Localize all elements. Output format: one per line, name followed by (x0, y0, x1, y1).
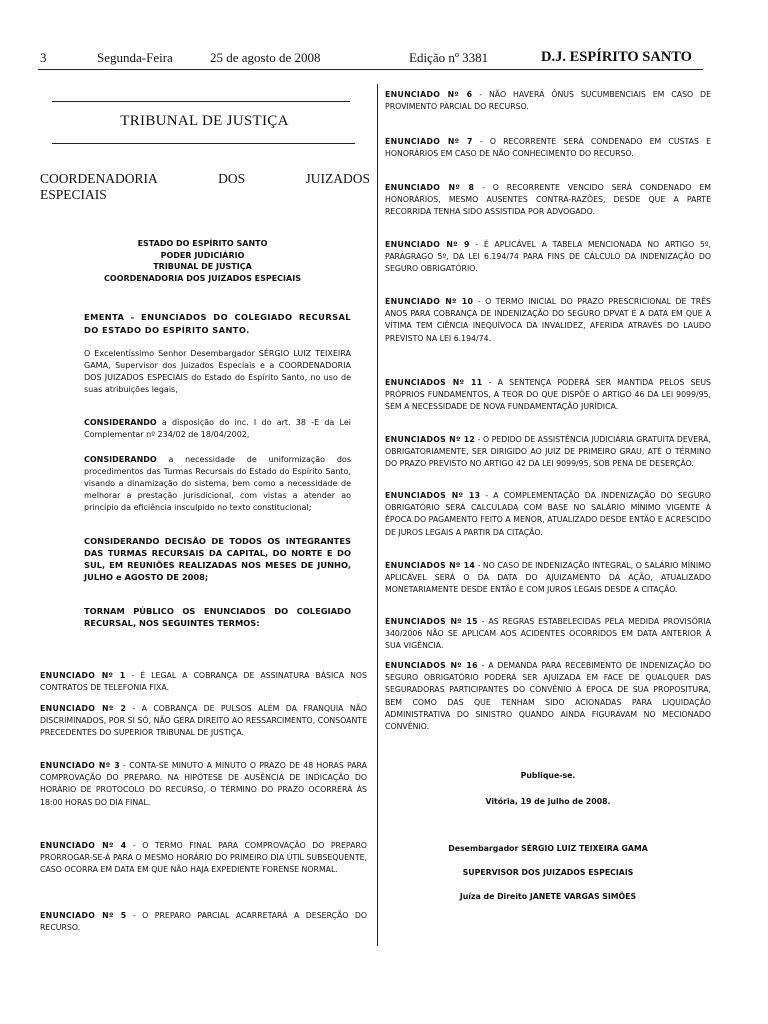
enunciado-10 (385, 296, 711, 345)
ementa: EMENTA - ENUNCIADOS DO COLEGIADO RECURSAL DO ESTADO DO ESPÍRITO SANTO. (84, 312, 351, 335)
enunciado-11 (385, 377, 711, 414)
enunciado-label: ENUNCIADOS Nº 11 (385, 378, 483, 387)
enunciado-text: - AS REGRAS ESTABELECIDAS PELA MEDIDA PROVISÓRIA 340/2006 NÃO SE APLICAM AOS ACIDENTES OCORRIDOS EM DATA ANTERIOR À SUA VIGÊNCIA. (385, 617, 711, 651)
section-title (40, 171, 370, 203)
org-line: COORDENADORIA DOS JUIZADOS ESPECIAIS (104, 273, 301, 283)
enunciado-label: ENUNCIADO Nº 3 (40, 761, 120, 770)
considerando-3: CONSIDERANDO DECISÃO DE TODOS OS INTEGRANTES DAS TURMAS RECURSAIS DA CAPITAL, DO NORTE E DO SUL, EM REUNIÕES REALIZADAS NOS MESES DE JUNHO, JULHO e AGOSTO DE 2008; (84, 536, 351, 582)
column-divider (377, 84, 378, 946)
enunciado-15 (385, 616, 711, 653)
enunciado-text: - O TERMO FINAL PARA COMPROVAÇÃO DO PREPARO PRORROGAR-SE-Á PARA O MESMO HORÁRIO DO PRIMEIRO DIA ÚTIL SUBSEQUENTE, CASO OCORRA EM DATA EM QUE NÃO HAJA EXPEDIENTE FORENSE NORMAL. (40, 841, 367, 875)
judge-name: JANETE VARGAS SIMÕES (529, 892, 637, 901)
enunciado-4 (40, 840, 367, 877)
header-edition: Edição nº 3381 (409, 50, 489, 65)
enunciado-text: - O PREPARO PARCIAL ACARRETARÁ A DESERÇÃO DO RECURSO. (40, 911, 367, 933)
considerando-lead: CONSIDERANDO (84, 455, 157, 464)
enunciado-text: - A SENTENÇA PODERÁ SER MANTIDA PELOS SEUS PRÓPRIOS FUNDAMENTOS, A TEOR DO QUE DISPÕE O ARTIGO 46 DA LEI 9099/95, SEM A NECESSIDADE DE NOVA FUNDAMENTAÇÃO JURÍDICA. (385, 378, 711, 412)
enunciado-label: ENUNCIADO Nº 4 (40, 841, 127, 850)
org-line: TRIBUNAL DE JUSTIÇA (153, 262, 252, 271)
enunciado-16 (385, 660, 711, 733)
signatory-name: SÉRGIO LUIZ TEIXEIRA GAMA (521, 844, 648, 853)
enunciado-6 (385, 89, 711, 113)
signatory-title: Desembargador (448, 844, 522, 853)
enunciado-text: - NÃO HAVERÁ ÔNUS SUCUMBENCIAIS EM CASO DE PROVIMENTO PARCIAL DO RECURSO. (385, 90, 711, 112)
judge (385, 891, 711, 903)
page-header (0, 50, 768, 70)
enunciado-text: - A COMPLEMENTAÇÃO DA INDENIZAÇÃO DO SEGURO OBRIGATÓRIO SERÁ CALCULADA COM BASE NO SALÁRIO MÍNIMO VIGENTE À ÉPOCA DO PAGAMENTO FEITO A MENOR, ATUALIZADO DESDE ENTÃO E ACRESCIDO DE JUROS LEGAIS A PARTIR DA CITAÇÃO. (385, 491, 711, 537)
considerando-text: a disposição do inc. I do art. 38 -E da Lei Complementar nº 234/02 de 18/04/2002, (84, 418, 351, 439)
enunciado-label: ENUNCIADO Nº 10 (385, 297, 474, 306)
considerando-2 (84, 454, 351, 514)
enunciado-text: - É LEGAL A COBRANÇA DE ASSINATURA BÁSICA NOS CONTRATOS DE TELEFONIA FIXA. (40, 671, 367, 693)
enunciado-text: - É APLICÁVEL A TABELA MENCIONADA NO ARTIGO 5º, PARÁGRAGO 5º, DA LEI 6.194/74 PARA FINS DE CÁLCULO DA INDENIZAÇÃO DO SEGURO OBRIGATÓRIO. (385, 240, 711, 274)
org-line: PODER JUDICIÁRIO (160, 250, 245, 260)
place-date: Vitória, 19 de julho de 2008. (485, 797, 611, 806)
enunciado-label: ENUNCIADOS Nº 13 (385, 491, 481, 500)
enunciado-label: ENUNCIADOS Nº 14 (385, 561, 476, 570)
enunciado-14 (385, 560, 711, 597)
enunciado-label: ENUNCIADO Nº 2 (40, 704, 127, 713)
considerando-lead: CONSIDERANDO (84, 418, 157, 427)
publication-title: D.J. ESPÍRITO SANTO (541, 49, 692, 65)
intro-paragraph: O Excelentíssimo Senhor Desembargador SÉRGIO LUIZ TEIXEIRA GAMA, Supervisor dos Juizados Especiais e a COORDENADORIA DOS JUIZADOS ESPECIAIS do Estado do Espírito Santo, no uso de suas atribuições legais, (84, 349, 351, 394)
title-rule-top (52, 101, 350, 102)
publique-se: Publique-se. (520, 771, 576, 780)
tribunal-title: TRIBUNAL DE JUSTIÇA (120, 113, 289, 129)
enunciado-text: - CONTA-SE MINUTO A MINUTO O PRAZO DE 48 HORAS PARA COMPROVAÇÃO DO PREPARO. NA HIPÓTESE DE AUSÊNCIA DE INDICAÇÃO DO HORÁRIO DE PROTOCOLO DO RECURSO, O TÉRMINO DO PRAZO OCORRERÁ ÀS 18:00 HORAS DO DIA FINAL. (40, 761, 367, 807)
judge-title: Juíza de Direito (459, 892, 530, 901)
signatory-role: SUPERVISOR DOS JUIZADOS ESPECIAIS (462, 868, 634, 877)
enunciado-text: - O RECORRENTE VENCIDO SERÁ CONDENADO EM HONORÁRIOS, MESMO AUSENTES CONTRA-RAZÕES, DESDE QUE A PARTE RECORRIDA TENHA SIDO ASSISTIDA POR ADVOGADO. (385, 183, 711, 217)
enunciado-2 (40, 703, 367, 740)
org-line: ESTADO DO ESPÍRITO SANTO (137, 239, 268, 248)
enunciado-9 (385, 239, 711, 276)
enunciado-8 (385, 182, 711, 219)
enunciado-12 (385, 434, 711, 471)
section-title-word: DOS (218, 171, 246, 186)
section-title-word: COORDENADORIA (40, 171, 158, 186)
section-title-line2: ESPECIAIS (40, 187, 107, 202)
enunciado-label: ENUNCIADO Nº 1 (40, 671, 126, 680)
enunciado-3 (40, 760, 367, 809)
considerando-1 (84, 417, 351, 441)
enunciado-5 (40, 910, 367, 934)
enunciado-label: ENUNCIADOS Nº 12 (385, 435, 476, 444)
title-rule-bottom (52, 143, 355, 144)
enunciado-label: ENUNCIADO Nº 7 (385, 137, 473, 146)
header-rule (38, 69, 703, 70)
tornam-publico: TORNAM PÚBLICO OS ENUNCIADOS DO COLEGIADO RECURSAL, NOS SEGUINTES TERMOS: (84, 606, 351, 628)
header-date: 25 de agosto de 2008 (210, 50, 321, 65)
considerando-text: a necessidade de uniformização dos procedimentos das Turmas Recursais do Estado do Espírito Santo, visando a dinamização do sistema, bem como a necessidade de melhorar a prestação jurisdicional, com vistas a atender ao princípio da eficiência insculpido no texto constitucional; (84, 455, 351, 512)
enunciado-label: ENUNCIADO Nº 8 (385, 183, 475, 192)
enunciado-text: - NO CASO DE INDENIZAÇÃO INTEGRAL, O SALÁRIO MÍNIMO APLICÁVEL SERÁ O DA DATA DO AJUIZAMENTO DA AÇÃO, ATUALIZADO MONETARIAMENTE DESDE ENTÃO E COM JUROS LEGAIS DESDE A CITAÇÃO. (385, 561, 711, 595)
enunciado-text: - O PEDIDO DE ASSISTÊNCIA JUDICIÁRIA GRATUITA DEVERÁ, OBRIGATORIAMENTE, SER DIRIGIDO AO JUIZ DE PRIMEIRO GRAU, ATÉ O TÉRMINO DO PRAZO PREVISTO NO ARTIGO 42 DA LEI 9099/95, SOB PENA DE DESERÇÃO. (385, 435, 711, 469)
enunciado-label: ENUNCIADO Nº 9 (385, 240, 470, 249)
page-number: 3 (40, 50, 47, 65)
enunciado-text: - O RECORRENTE SERÁ CONDENADO EM CUSTAS E HONORÁRIOS EM CASO DE NÃO CONHECIMENTO DO RECURSO. (385, 137, 711, 159)
enunciado-7 (385, 136, 711, 160)
enunciado-label: ENUNCIADOS Nº 16 (385, 661, 478, 670)
enunciado-label: ENUNCIADOS Nº 15 (385, 617, 478, 626)
enunciado-text: - O TERMO INICIAL DO PRAZO PRESCRICIONAL DE TRÊS ANOS PARA COBRANÇA DE INDENIZAÇÃO DO SEGURO DPVAT É A DATA EM QUE A VÍTIMA TEM CIÊNCIA INEQUÍVOCA DA INVALIDEZ, AFERIDA ATRAVÉS DO LAUDO PREVISTO NA LEI 6.194/74. (385, 297, 711, 343)
enunciado-label: ENUNCIADO Nº 6 (385, 90, 473, 99)
org-heading (70, 238, 335, 284)
section-title-word: JUIZADOS (305, 171, 370, 186)
enunciado-1 (40, 670, 367, 694)
enunciado-text: - A DEMANDA PARA RECEBIMENTO DE INDENIZAÇÃO DO SEGURO OBRIGATÓRIO PODERÁ SER AJUIZADA EM FACE DE QUALQUER DAS SEGURADORAS PARTICIPANTES DO CONVÊNIO À ÉPOCA DE SUA PROPOSITURA, BEM COMO DAS QUE TENHAM SIDO ACIONADAS PARA LIQUIDAÇÃO ADMINISTRATIVA DO SINISTRO QUANDO AINDA FIGURAVAM NO MECIONADO CONVÊNIO. (385, 661, 711, 732)
enunciado-13 (385, 490, 711, 539)
signatory (385, 843, 711, 855)
enunciado-text: - A COBRANÇA DE PULSOS ALÉM DA FRANQUIA NÃO DISCRIMINADOS, POR SI SÓ, NÃO GERA DIREITO AO RESSARCIMENTO, CONSOANTE PRECEDENTES DO SUPERIOR TRIBUNAL DE JUSTIÇA. (40, 704, 367, 738)
header-day: Segunda-Feira (97, 50, 173, 65)
enunciado-label: ENUNCIADO Nº 5 (40, 911, 127, 920)
